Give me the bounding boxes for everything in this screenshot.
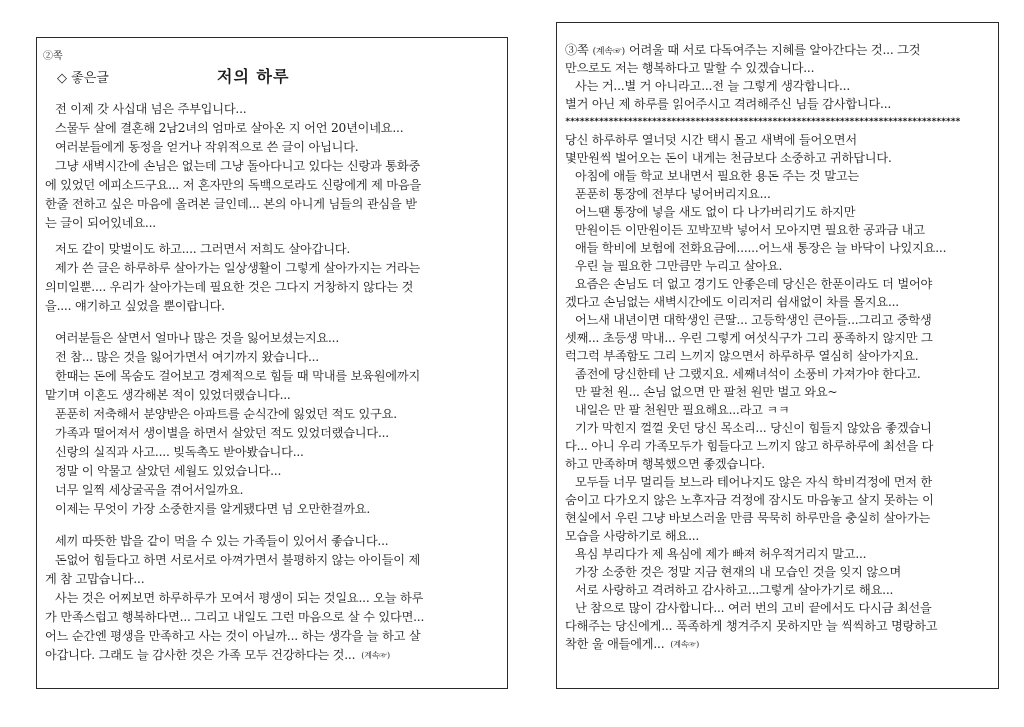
text-line: 몇만원씩 벌어오는 돈이 내게는 천금보다 소중하고 귀하답니다. bbox=[565, 151, 892, 165]
text-line: 저도 같이 맞벌이도 하고.... 그러면서 저희도 살아갑니다. bbox=[55, 242, 351, 256]
text-line: 욕심 부리다가 제 욕심에 제가 빠져 허우적거리지 말고... bbox=[575, 547, 867, 561]
text-line: 만으로도 저는 행복하다고 말할 수 있겠습니다... bbox=[565, 61, 815, 75]
category-label: ◇ 좋은글 bbox=[57, 71, 109, 86]
text-line: 제가 쓴 글은 하루하루 살아가는 일상생활이 그렇게 살아가지는 거라는 bbox=[55, 261, 421, 275]
text-line: 셋째... 초등생 막내... 우린 그렇게 여섯식구가 그리 풍족하지 않지만 그 bbox=[565, 331, 933, 345]
text-line: 당신 하루하루 열너덧 시간 택시 몰고 새벽에 들어오면서 bbox=[565, 133, 857, 147]
text-line: 전 이제 갓 사십대 넘은 주부입니다... bbox=[55, 102, 247, 116]
text-line: 는 글이 되어있네요... bbox=[45, 216, 156, 230]
text-line: 을.... 얘기하고 싶었을 뿐이랍니다. bbox=[45, 299, 225, 313]
text-line: 우린 늘 필요한 그만큼만 누리고 살아요. bbox=[575, 259, 783, 273]
text-line: 아갑니다. 그래도 늘 감사한 것은 가족 모두 건강하다는 것... (계속☞) bbox=[45, 648, 390, 662]
page-number: ③쪽 bbox=[565, 43, 589, 57]
page-number: ②쪽 bbox=[43, 51, 63, 62]
text-line: 서로 사랑하고 격려하고 감사하고...그렇게 살아가기로 해요... bbox=[575, 583, 894, 597]
text-line: 애들 학비에 보험에 전화요금에......어느새 통장은 늘 바닥이 나있지요... bbox=[575, 241, 947, 255]
text-line: 한때는 돈에 목숨도 걸어보고 경제적으로 힘들 때 막내를 보육원에까지 bbox=[55, 369, 421, 383]
text-line: 아침에 애들 학교 보내면서 필요한 용돈 주는 것 말고는 bbox=[575, 169, 860, 183]
text-line: 전 참... 많은 것을 잃어가면서 여기까지 왔습니다... bbox=[55, 350, 319, 364]
text-line: 가 만족스럽고 행복하다면... 그리고 내일도 그런 마음으로 살 수 있다면... bbox=[45, 610, 425, 624]
text-line: 정말 이 악물고 살았던 세월도 있었습니다... bbox=[55, 464, 282, 478]
text-line: 신랑의 실직과 사고.... 빚독촉도 받아봤습니다... bbox=[55, 445, 304, 459]
text-line: 이제는 무엇이 가장 소중한지를 알게됐다면 넘 오만한걸까요. bbox=[55, 502, 371, 516]
text-line: 착한 울 애들에게... (계속☞) bbox=[565, 637, 700, 651]
text-line: 좀전에 당신한테 난 그랬지요. 세째녀석이 소풍비 가져가야 한다고. bbox=[575, 367, 921, 381]
text-line: 만 팔천 원... 손님 없으면 만 팔천 원만 벌고 와요~ bbox=[575, 385, 838, 399]
text-line: 숨이고 다가오지 않은 노후자금 걱정에 잠시도 마음놓고 살지 못하는 이 bbox=[565, 493, 934, 507]
text-line: 난 참으로 많이 감사합니다... 여러 번의 고비 끝에서도 다시금 최선을 bbox=[575, 601, 932, 615]
text-line: 다해주는 당신에게... 푹족하게 챙겨주지 못하지만 늘 씩씩하고 명랑하고 bbox=[565, 619, 938, 633]
text-line: 현실에서 우린 그냥 바보스러울 만큼 묵묵히 하루만을 충실히 살아가는 bbox=[565, 511, 931, 525]
text-line: 여러분들에게 동정을 얻거나 작위적으로 쓴 글이 아닙니다. bbox=[55, 140, 359, 154]
text-line: 에 있었던 에피소드구요... 저 혼자만의 독백으로라도 신랑에게 제 마음을 bbox=[45, 178, 422, 192]
asterisk-separator: ********************************************************************************** bbox=[565, 117, 961, 127]
right-header-line bbox=[565, 43, 920, 60]
text-line: 여러분들은 살면서 얼마나 많은 것을 잃어보셨는지요... bbox=[55, 331, 340, 345]
text-line: 만원이든 이만원이든 꼬박꼬박 넣어서 모아지면 필요한 공과금 내고 bbox=[575, 223, 925, 237]
continued-marker: (계속☞) bbox=[592, 47, 625, 57]
text-line: 한줄 전하고 싶은 마음에 올려본 글인데... 본의 아니게 님들의 관심을 받 bbox=[45, 197, 417, 211]
text-line: 럭그럭 부족함도 그리 느끼지 않으면서 하루하루 열심히 살아가지요. bbox=[565, 349, 919, 363]
text-line: 가족과 떨어져서 생이별을 하면서 살았던 적도 있었더랬습니다... bbox=[55, 426, 389, 440]
text-line: 그냥 새벽시간에 손님은 없는데 그냥 돌아다니고 있다는 신랑과 통화중 bbox=[55, 159, 421, 173]
text-line: 모습을 사랑하기로 해요... bbox=[565, 529, 700, 543]
text-line: 어느 순간엔 평생을 만족하고 사는 것이 아닐까... 하는 생각을 늘 하고 살 bbox=[45, 629, 421, 643]
text-line: 의미일뿐.... 우리가 살아가는데 필요한 것은 그다지 거창하지 않다는 것 bbox=[45, 280, 414, 294]
text-line: 어느땐 통장에 넣을 새도 없이 다 나가버리기도 하지만 bbox=[575, 205, 856, 219]
text-line: 겠다고 손님없는 새벽시간에도 이리저리 쉼새없이 차를 몰지요... bbox=[565, 295, 899, 309]
text-line: 별거 아닌 제 하루를 읽어주시고 격려해주신 님들 감사합니다... bbox=[565, 97, 892, 111]
text-line: 사는 것은 어찌보면 하루하루가 모여서 평생이 되는 것일요... 오늘 하루 bbox=[55, 591, 424, 605]
text-line: 너무 일찍 세상굴곡을 겪어서일까요. bbox=[55, 483, 244, 497]
text-line: 세끼 따뜻한 밥을 같이 먹을 수 있는 가족들이 있어서 좋습니다... bbox=[55, 534, 389, 548]
text-line: 돈없어 힘들다고 하면 서로서로 아껴가면서 불평하지 않는 아이들이 제 bbox=[55, 553, 421, 567]
text-line: 기가 막힌지 껄껄 웃던 당신 목소리... 당신이 힘들지 않았음 좋겠습니 bbox=[575, 421, 932, 435]
text-line: 요즘은 손님도 더 없고 경기도 안좋은데 당신은 한푼이라도 더 벌어야 bbox=[575, 277, 933, 291]
text-line: 스물두 살에 결혼해 2남2녀의 엄마로 살아온 지 어언 20년이네요... bbox=[55, 121, 404, 135]
text-line: 다... 아니 우리 가족모두가 힘들다고 느끼지 않고 하루하루에 최선을 다 bbox=[565, 439, 934, 453]
text-line: 하고 만족하며 행복했으면 좋겠습니다. bbox=[565, 457, 765, 471]
text-line: 게 참 고맙습니다... bbox=[45, 572, 145, 586]
text-line: 모두들 너무 멀리들 보느라 테어나지도 않은 자식 학비걱정에 먼저 한 bbox=[575, 475, 933, 489]
left-page bbox=[36, 37, 508, 689]
text-line: 가장 소중한 것은 정말 지금 현재의 내 모습인 것을 잊지 않으며 bbox=[575, 565, 902, 579]
right-page bbox=[556, 22, 999, 689]
text-line: 어느새 내년이면 대학생인 큰딸... 고등학생인 큰아들...그리고 중학생 bbox=[575, 313, 932, 327]
text-line: 푼푼히 통장에 전부다 넣어버리지요... bbox=[575, 187, 771, 201]
text-line: 푼푼히 저축해서 분양받은 아파트를 순식간에 잃었던 적도 있구요. bbox=[55, 407, 397, 421]
text-line: 맡기며 이혼도 생각해본 적이 있었더랬습니다... bbox=[45, 388, 291, 402]
header-text: 어려울 때 서로 다독여주는 지혜를 알아간다는 것... 그것 bbox=[628, 43, 921, 57]
continued-marker: (계속☞) bbox=[361, 651, 390, 660]
continued-marker: (계속☞) bbox=[670, 640, 700, 649]
text-line: 사는 거...별 거 아니라고...전 늘 그렇게 생각합니다... bbox=[575, 79, 850, 93]
text-line: 내일은 만 팔 천원만 필요해요...라고 ㅋㅋ bbox=[575, 403, 790, 417]
article-title: 저의 하루 bbox=[217, 67, 290, 86]
